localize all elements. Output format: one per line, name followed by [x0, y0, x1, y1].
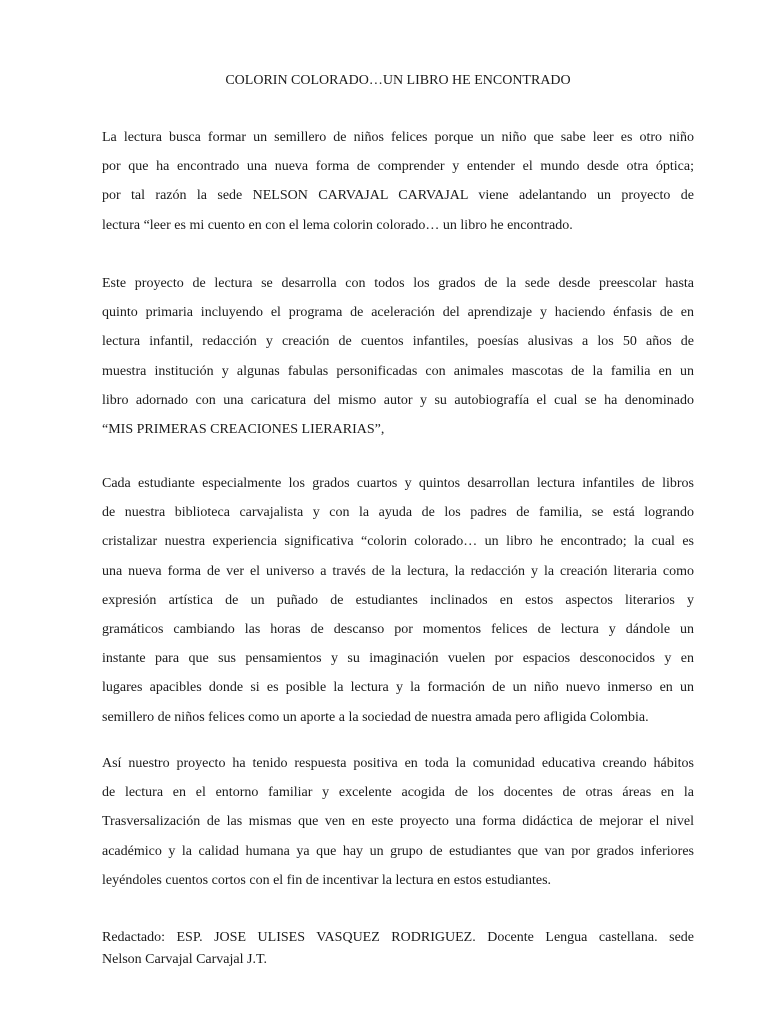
paragraph-line: Este proyecto de lectura se desarrolla con todos los grados de la sede desde preescolar hasta	[102, 276, 694, 291]
paragraph-line: semillero de niños felices como un aporte a la sociedad de nuestra amada pero afligida Colombia.	[102, 709, 649, 725]
paragraph-line: por tal razón la sede NELSON CARVAJAL CARVAJAL viene adelantando un proyecto de	[102, 188, 694, 204]
paragraph-line: lectura “leer es mi cuento en con el lema colorin colorado… un libro he encontrado.	[102, 217, 573, 233]
author-line: Nelson Carvajal Carvajal J.T.	[102, 952, 267, 967]
paragraph-line: por que ha encontrado una nueva forma de comprender y entender el mundo desde otra óptica;	[102, 159, 694, 175]
paragraph-line: Cada estudiante especialmente los grados cuartos y quintos desarrollan lectura infantiles de libros	[102, 476, 694, 491]
paragraph-line: lectura infantil, redacción y creación de cuentos infantiles, poesías alusivas a los 50 años de	[102, 334, 694, 350]
paragraph-line: Así nuestro proyecto ha tenido respuesta positiva en toda la comunidad educativa creando hábitos	[102, 756, 694, 771]
paragraph-line: “MIS PRIMERAS CREACIONES LIERARIAS”,	[102, 421, 385, 437]
author-line: Redactado: ESP. JOSE ULISES VASQUEZ RODRIGUEZ. Docente Lengua castellana. sede	[102, 930, 694, 945]
document-title: COLORIN COLORADO…UN LIBRO HE ENCONTRADO	[225, 73, 571, 88]
paragraph-line: académico y la calidad humana ya que hay un grupo de estudiantes que van por grados inferiores	[102, 843, 694, 859]
paragraph-line: libro adornado con una caricatura del mismo autor y su autobiografía el cual se ha denominado	[102, 392, 694, 408]
paragraph-line: Trasversalización de las mismas que ven en este proyecto una forma didáctica de mejorar el nivel	[102, 814, 694, 830]
paragraph-line: leyéndoles cuentos cortos con el fin de incentivar la lectura en estos estudiantes.	[102, 872, 552, 888]
paragraph-line: muestra institución y algunas fabulas personificadas con animales mascotas de la familia en un	[102, 363, 694, 379]
paragraph-line: de lectura en el entorno familiar y excelente acogida de los docentes de otras áreas en la	[102, 785, 694, 801]
paragraph-line: gramáticos cambiando las horas de descanso por momentos felices de lectura y dándole un	[102, 621, 694, 637]
paragraph-line: una nueva forma de ver el universo a través de la lectura, la redacción y la creación literaria como	[102, 563, 694, 579]
paragraph-line: lugares apacibles donde si es posible la lectura y la formación de un niño nuevo inmerso en un	[102, 680, 694, 696]
paragraph-line: instante para que sus pensamientos y su imaginación vuelen por espacios desconocidos y en	[102, 651, 694, 667]
paragraph-line: de nuestra biblioteca carvajalista y con la ayuda de los padres de familia, se está logrando	[102, 505, 694, 521]
paragraph-project-scope	[102, 274, 694, 449]
author-signature-block	[102, 928, 694, 972]
paragraph-line: expresión artística de un puñado de estudiantes inclinados en estos aspectos literarios y	[102, 592, 694, 608]
paragraph-line: cristalizar nuestra experiencia significativa “colorin colorado… un libro he encontrado; la cual es	[102, 534, 694, 550]
paragraph-community-response	[102, 754, 694, 900]
paragraph-line: La lectura busca formar un semillero de niños felices porque un niño que sabe leer es otro niño	[102, 130, 694, 145]
paragraph-reading-intro	[102, 128, 694, 245]
paragraph-line: quinto primaria incluyendo el programa de aceleración del aprendizaje y haciendo énfasis de en	[102, 305, 694, 321]
paragraph-students-experience	[102, 474, 694, 737]
